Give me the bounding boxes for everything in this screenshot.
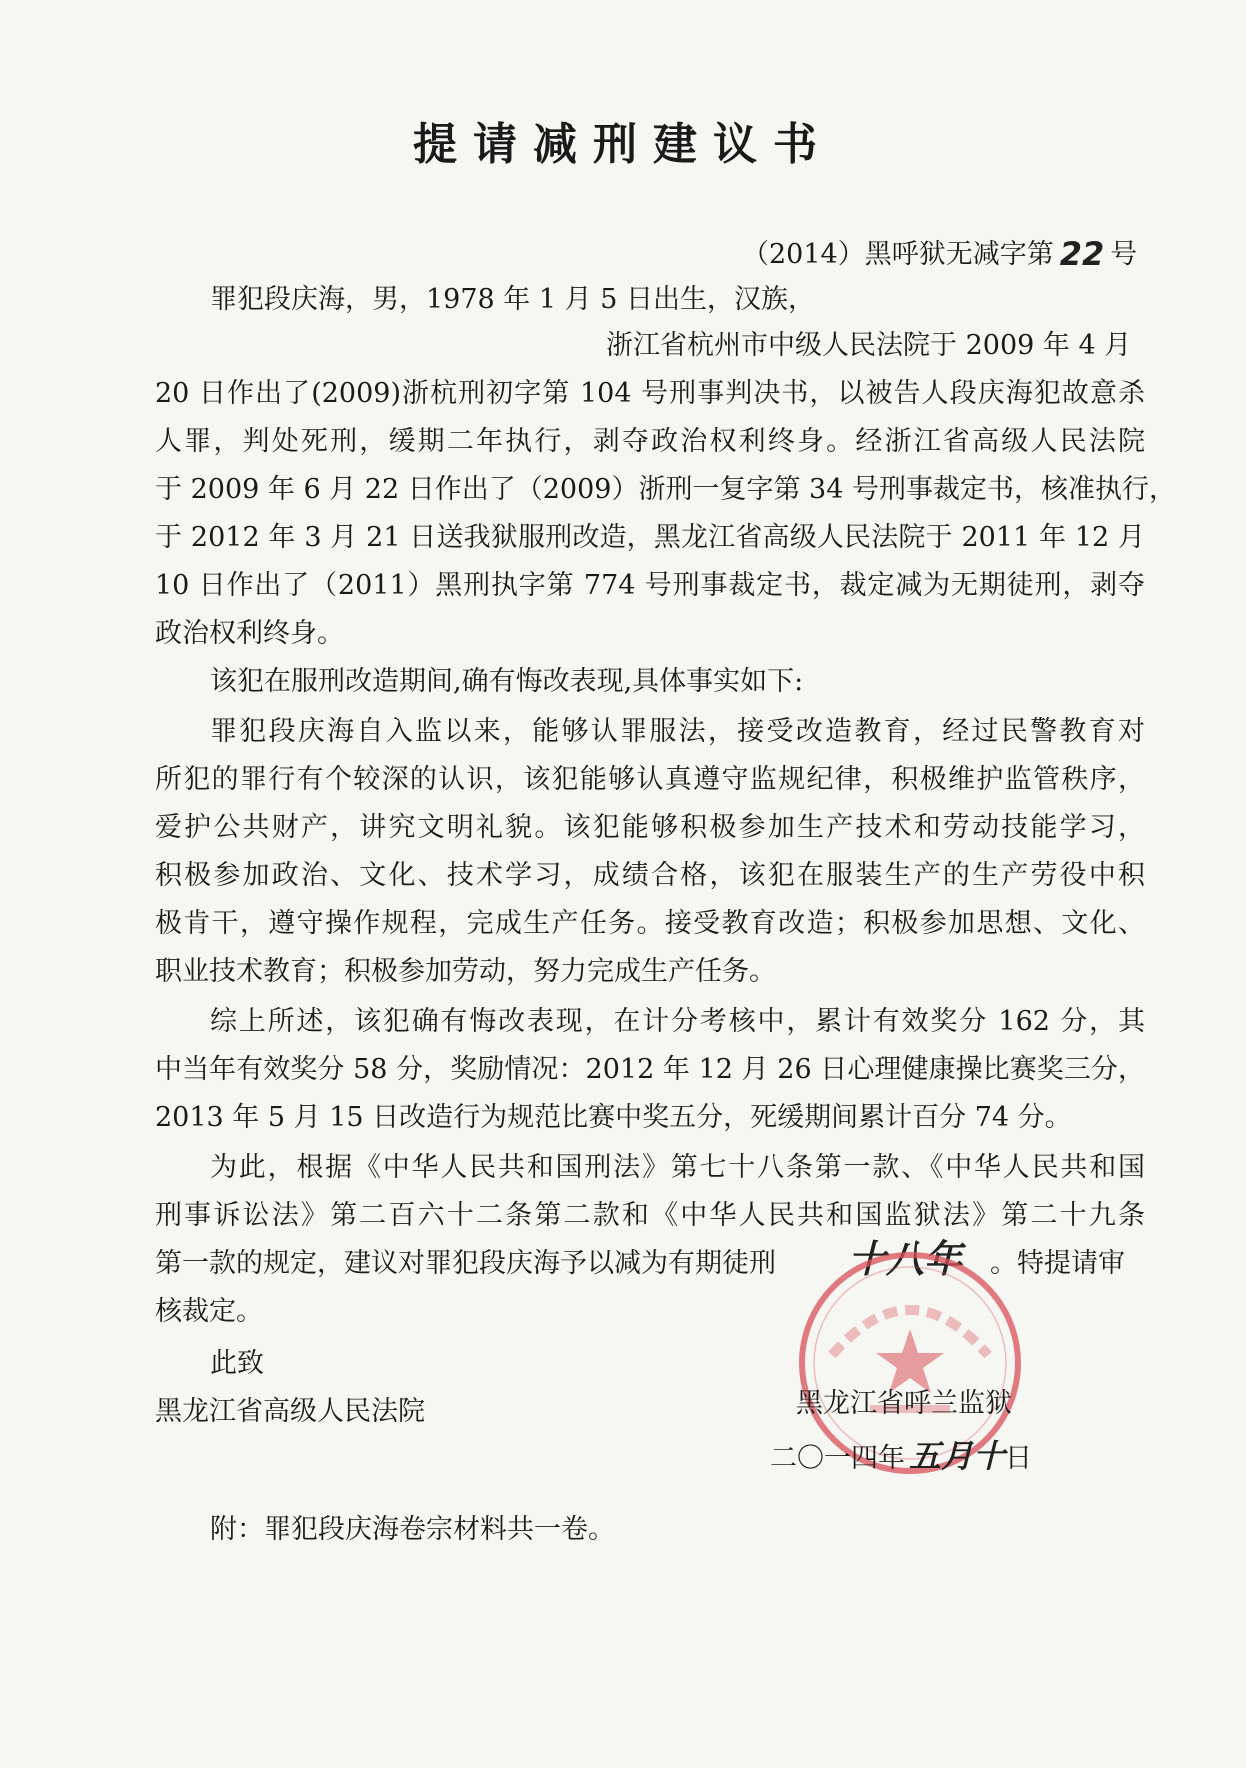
date-handwritten-month: 五月 <box>909 1437 974 1475</box>
paragraph-3-line-2: 所犯的罪行有个较深的认识，该犯能够认真遵守监规纪律，积极维护监管秩序， <box>155 764 1145 795</box>
paragraph-3-line-4: 积极参加政治、文化、技术学习，成绩合格，该犯在服装生产的生产劳役中积 <box>155 860 1145 891</box>
paragraph-3-line-5: 极肯干，遵守操作规程，完成生产任务。接受教育改造；积极参加思想、文化、 <box>155 908 1145 939</box>
salutation: 此致 <box>210 1348 264 1379</box>
date-handwritten-day: 十 <box>973 1437 1006 1475</box>
document-title: 提请减刑建议书 <box>413 119 833 170</box>
document-number-handwritten: 22 <box>1059 235 1105 273</box>
paragraph-4-line-1: 综上所述，该犯确有悔改表现，在计分考核中，累计有效奖分 162 分，其 <box>210 1006 1145 1037</box>
paragraph-5-line-1: 为此，根据《中华人民共和国刑法》第七十八条第一款、《中华人民共和国 <box>210 1152 1145 1183</box>
paragraph-3-line-1: 罪犯段庆海自入监以来，能够认罪服法，接受改造教育，经过民警教育对 <box>210 716 1145 747</box>
paragraph-2-line-1: 该犯在服刑改造期间,确有悔改表现,具体事实如下: <box>210 666 804 697</box>
paragraph-3-line-6: 职业技术教育；积极参加劳动，努力完成生产任务。 <box>155 956 776 987</box>
paragraph-1-line-8: 政治权利终身。 <box>155 618 344 649</box>
paragraph-5-line-3a: 第一款的规定，建议对罪犯段庆海予以减为有期徒刑 <box>155 1248 776 1279</box>
handwritten-sentence-term: 十八年 <box>848 1237 963 1281</box>
date-line <box>770 1437 1033 1475</box>
paragraph-1-line-2: 浙江省杭州市中级人民法院于 2009 年 4 月 <box>606 330 1132 361</box>
document-number-prefix: （2014）黑呼狱无减字第 <box>742 239 1054 270</box>
paragraph-1-line-6: 于 2012 年 3 月 21 日送我狱服刑改造，黑龙江省高级人民法院于 2011 年 12 月 <box>155 522 1145 553</box>
paragraph-1-line-5: 于 2009 年 6 月 22 日作出了（2009）浙刑一复字第 34 号刑事裁定书，核准执行， <box>155 474 1176 505</box>
paragraph-1-line-7: 10 日作出了（2011）黑刑执字第 774 号刑事裁定书，裁定减为无期徒刑，剥夺 <box>155 570 1145 601</box>
paragraph-5-line-4: 核裁定。 <box>155 1296 263 1327</box>
date-printed-suffix: 日 <box>1005 1443 1033 1474</box>
date-printed-prefix: 二〇一四年 <box>770 1443 905 1474</box>
document-number <box>742 235 1138 273</box>
seal-star-icon <box>876 1329 944 1393</box>
paragraph-1-line-3: 20 日作出了(2009)浙杭刑初字第 104 号刑事判决书，以被告人段庆海犯故意杀 <box>155 378 1145 409</box>
paragraph-3-line-3: 爱护公共财产，讲究文明礼貌。该犯能够积极参加生产技术和劳动技能学习， <box>155 812 1145 843</box>
paragraph-1-line-1: 罪犯段庆海，男，1978 年 1 月 5 日出生，汉族， <box>210 284 815 315</box>
document-number-suffix: 号 <box>1110 239 1138 270</box>
recipient: 黑龙江省高级人民法院 <box>155 1396 425 1427</box>
paragraph-4-line-3: 2013 年 5 月 15 日改造行为规范比赛中奖五分，死缓期间累计百分 74 分。 <box>155 1102 1072 1133</box>
paragraph-5-line-3b: 。特提请审 <box>990 1248 1125 1279</box>
attachment-note: 附：罪犯段庆海卷宗材料共一卷。 <box>210 1514 615 1545</box>
paragraph-5-line-2: 刑事诉讼法》第二百六十二条第二款和《中华人民共和国监狱法》第二十九条 <box>155 1200 1145 1231</box>
paragraph-4-line-2: 中当年有效奖分 58 分，奖励情况：2012 年 12 月 26 日心理健康操比赛奖三分， <box>155 1054 1145 1085</box>
issuer: 黑龙江省呼兰监狱 <box>796 1388 1012 1419</box>
paragraph-1-line-4: 人罪，判处死刑，缓期二年执行，剥夺政治权利终身。经浙江省高级人民法院 <box>155 426 1145 457</box>
